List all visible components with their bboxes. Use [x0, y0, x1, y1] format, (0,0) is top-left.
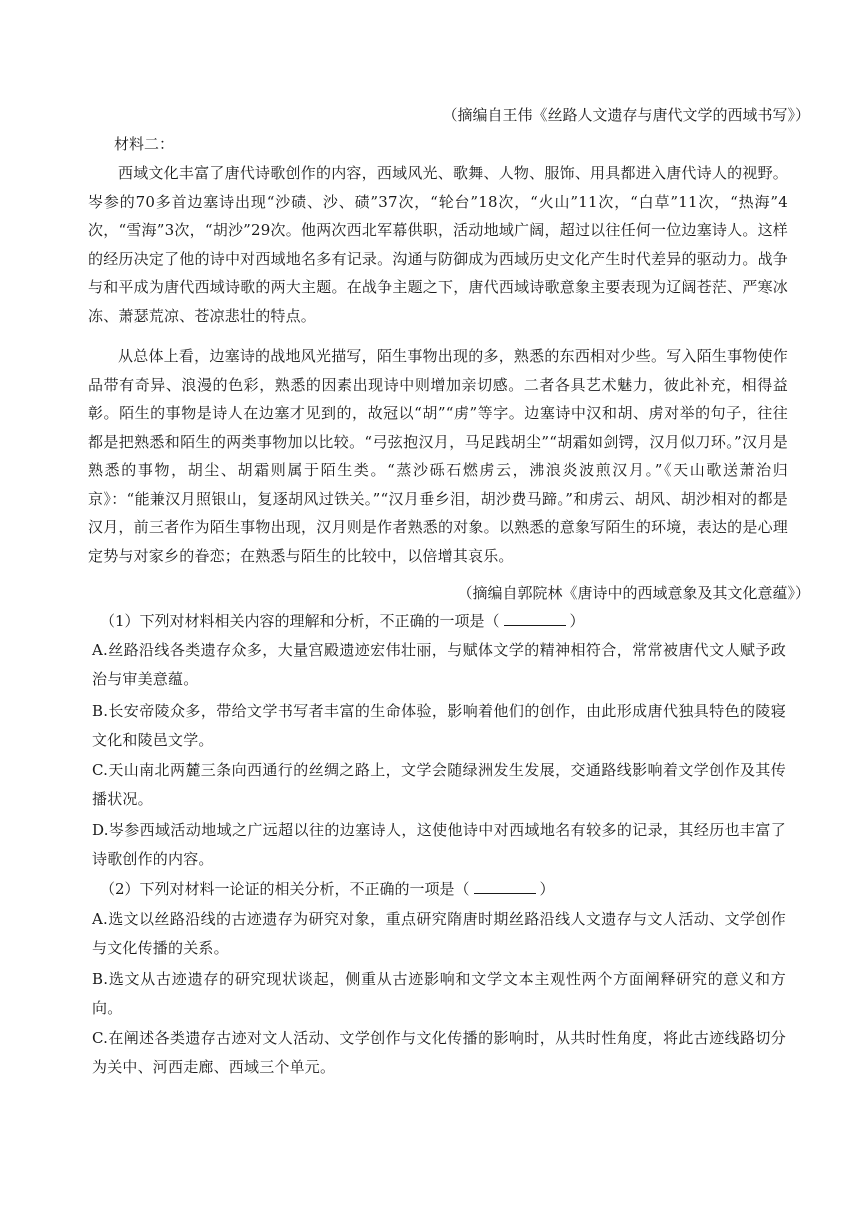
- material-2-paragraph-1: 西域文化丰富了唐代诗歌创作的内容，西域风光、歌舞、人物、服饰、用具都进入唐代诗人的视野。岑参的70多首边塞诗出现“沙碛、沙、碛”37次，“轮台”18次，“火山”11次，“白草”11次，“热海”4次，“雪海”3次，“胡沙”29次。他两次西北军幕供职，活动地域广阔，超过以往任何一位边塞诗人。这样的经历决定了他的诗中对西域地名多有记录。沟通与防御成为西域历史文化产生时代差异的驱动力。战争与和平成为唐代西域诗歌的两大主题。在战争主题之下，唐代西域诗歌意象主要表现为辽阔苍茫、严寒冰冻、萧瑟荒凉、苍凉悲壮的特点。: [88, 164, 788, 325]
- question-1-close: ）: [569, 612, 585, 630]
- question-1-option-c: C.天山南北两麓三条向西通行的丝绸之路上，文学会随绿洲发生发展，交通路线影响着文学创作及其传播状况。: [92, 761, 786, 808]
- question-2-option-c: C.在阐述各类遗存古迹对文人活动、文学创作与文化传播的影响时，从共时性角度，将此古迹线路切分为关中、河西走廊、西域三个单元。: [92, 1029, 786, 1076]
- question-2-text: （2）下列对材料一论证的相关分析，不正确的一项是（: [100, 880, 470, 898]
- question-2-option-a: A.选文以丝路沿线的古迹遗存为研究对象，重点研究隋唐时期丝路沿线人文遗存与文人活动、文学创作与文化传播的关系。: [92, 910, 786, 957]
- question-2-stem: [100, 875, 555, 903]
- question-1-option-a: A.丝路沿线各类遗存众多，大量宫殿遗迹宏伟壮丽，与赋体文学的精神相符合，常常被唐代文人赋予政治与审美意蕴。: [92, 641, 786, 688]
- question-1-option-b: B.长安帝陵众多，带给文学书写者丰富的生命体验，影响着他们的创作，由此形成唐代独具特色的陵寝文化和陵邑文学。: [92, 702, 786, 749]
- material-2-heading: 材料二：: [114, 135, 175, 153]
- question-1-option-d: D.岑参西域活动地域之广远超以往的边塞诗人，这使他诗中对西域地名有较多的记录，其经历也丰富了诗歌创作的内容。: [92, 821, 786, 868]
- source-citation-1: （摘编自王伟《丝路人文遗存与唐代文学的西域书写》）: [442, 106, 810, 124]
- question-1-stem: [100, 607, 585, 635]
- question-2-close: ）: [539, 880, 555, 898]
- answer-blank: [504, 611, 566, 626]
- question-1-text: （1）下列对材料相关内容的理解和分析，不正确的一项是（: [100, 612, 500, 630]
- material-2-paragraph-2: 从总体上看，边塞诗的战地风光描写，陌生事物出现的多，熟悉的东西相对少些。写入陌生事物使作品带有奇异、浪漫的色彩，熟悉的因素出现诗中则增加亲切感。二者各具艺术魅力，彼此补充，相得益彰。陌生的事物是诗人在边塞才见到的，故冠以“胡”“虏”等字。边塞诗中汉和胡、虏对举的句子，往往都是把熟悉和陌生的两类事物加以比较。“弓弦抱汉月，马足践胡尘”“胡霜如剑锷，汉月似刀环。”汉月是熟悉的事物，胡尘、胡霜则属于陌生类。“蒸沙砾石燃虏云，沸浪炎波煎汉月。”《天山歌送萧治归京》：“能兼汉月照银山，复逐胡风过铁关。”“汉月垂乡泪，胡沙费马蹄。”和虏云、胡风、胡沙相对的都是汉月，前三者作为陌生事物出现，汉月则是作者熟悉的对象。以熟悉的意象写陌生的环境，表达的是心理定势与对家乡的眷恋；在熟悉与陌生的比较中，以倍增其哀乐。: [88, 347, 788, 565]
- source-citation-2: （摘编自郭院林《唐诗中的西域意象及其文化意蕴》）: [457, 584, 810, 602]
- question-2-option-b: B.选文从古迹遗存的研究现状谈起，侧重从古迹影响和文学文本主观性两个方面阐释研究的意义和方向。: [92, 970, 786, 1017]
- answer-blank: [474, 879, 536, 894]
